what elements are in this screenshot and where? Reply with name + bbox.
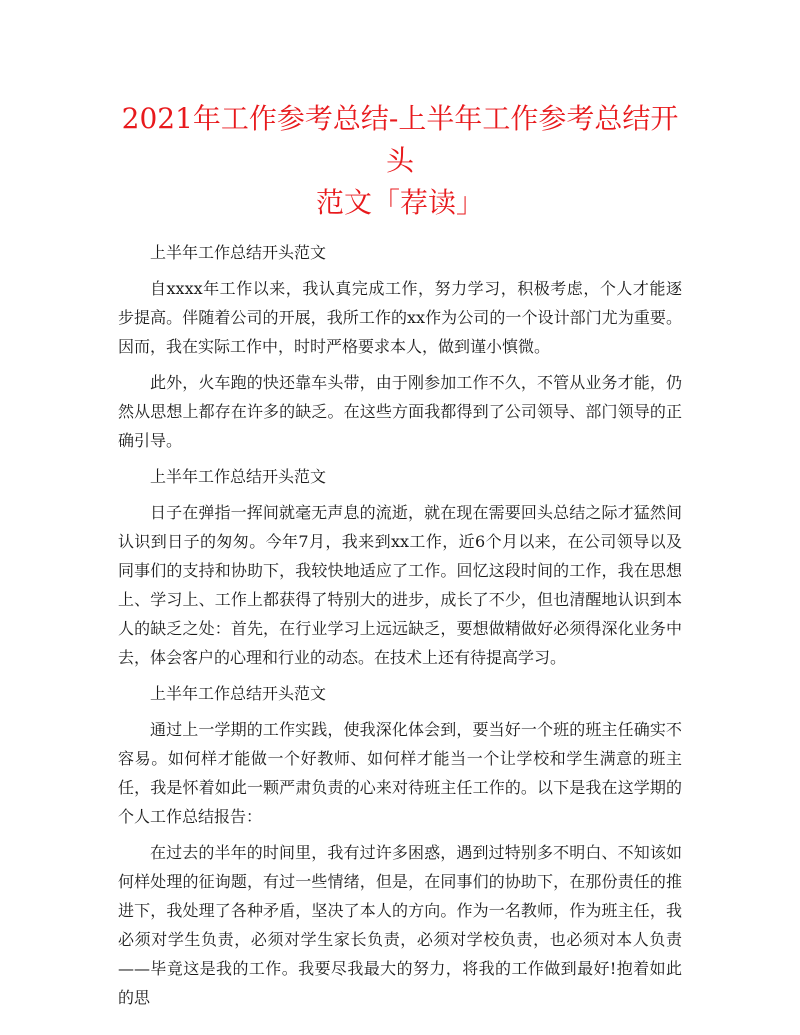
section-1 <box>118 238 682 455</box>
title-line-2: 范文「荐读」 <box>315 186 484 219</box>
paragraph: 通过上一学期的工作实践，使我深化体会到，要当好一个班的班主任确实不容易。如何样才能做一个好教师、如何样才能当一个让学校和学生满意的班主任，我是怀着如此一颗严肃负责的心来对待班主任工作的。以下是我在这学期的个人工作总结报告： <box>118 720 682 826</box>
section-3 <box>118 679 682 1012</box>
section-heading: 上半年工作总结开头范文 <box>150 467 327 486</box>
section-heading: 上半年工作总结开头范文 <box>150 243 327 262</box>
document-title <box>118 98 682 224</box>
paragraph: 此外，火车跑的快还靠车头带，由于刚参加工作不久，不管从业务才能，仍然从思想上都存在许多的缺乏。在这些方面我都得到了公司领导、部门领导的正确引导。 <box>118 373 682 450</box>
paragraph: 自xxxx年工作以来，我认真完成工作，努力学习，积极考虑，个人才能逐步提高。伴随着公司的开展，我所工作的xx作为公司的一个设计部门尤为重要。因而，我在实际工作中，时时严格要求本人，做到谨小慎微。 <box>118 279 682 356</box>
section-heading: 上半年工作总结开头范文 <box>150 684 327 703</box>
title-line-1: 2021年工作参考总结-上半年工作参考总结开头 <box>121 102 679 177</box>
paragraph: 在过去的半年的时间里，我有过许多困惑，遇到过特别多不明白、不知该如何样处理的征询题，有过一些情绪，但是，在同事们的协助下，在那份责任的推进下，我处理了各种矛盾，坚决了本人的方向。作为一名教师，作为班主任，我必须对学生负责，必须对学生家长负责，必须对学校负责，也必须对本人负责——毕竟这是我的工作。我要尽我最大的努力，将我的工作做到最好!抱着如此的思 <box>118 843 682 1007</box>
paragraph: 日子在弹指一挥间就毫无声息的流逝，就在现在需要回头总结之际才猛然间认识到日子的匆匆。今年7月，我来到xx工作，近6个月以来，在公司领导以及同事们的支持和协助下，我较快地适应了工作。回忆这段时间的工作，我在思想上、学习上、工作上都获得了特别大的进步，成长了不少，但也清醒地认识到本人的缺乏之处：首先，在行业学习上远远缺乏，要想做精做好必须得深化业务中去，体会客户的心理和行业的动态。在技术上还有待提高学习。 <box>118 503 682 667</box>
section-2 <box>118 462 682 672</box>
